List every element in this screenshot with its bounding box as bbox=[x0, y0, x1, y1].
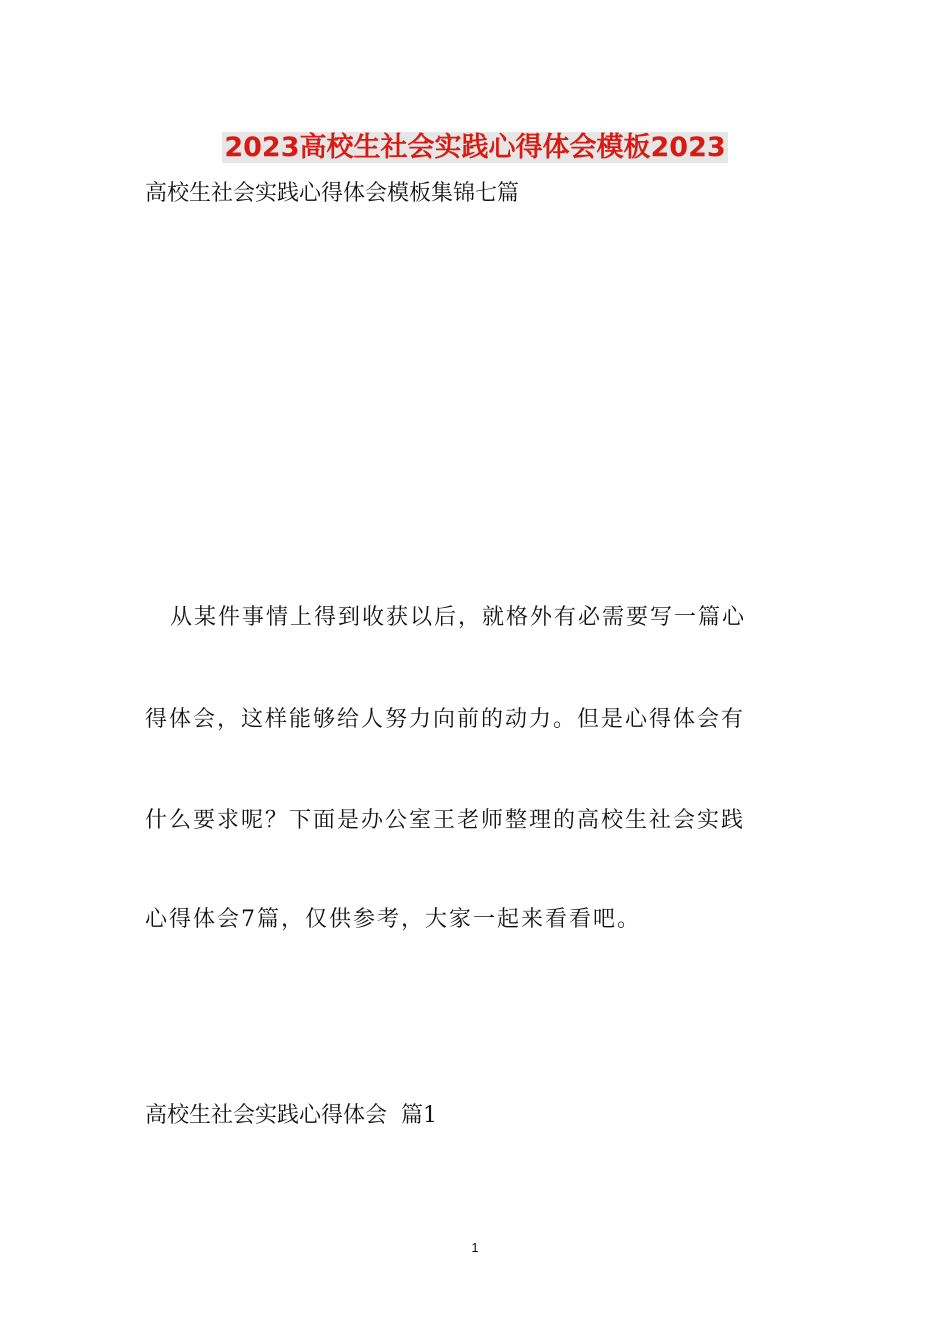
document-title bbox=[0, 128, 950, 168]
section-heading-1: 高校生社会实践心得体会 篇1 bbox=[145, 1103, 437, 1128]
intro-line-2: 得体会，这样能够给人努力向前的动力。但是心得体会有 bbox=[145, 707, 746, 732]
document-subtitle: 高校生社会实践心得体会模板集锦七篇 bbox=[145, 181, 520, 206]
intro-line-1: 从某件事情上得到收获以后，就格外有必需要写一篇心 bbox=[170, 605, 747, 630]
document-title-text: 2023高校生社会实践心得体会模板2023 bbox=[224, 132, 726, 163]
intro-line-4: 心得体会7篇，仅供参考，大家一起来看看吧。 bbox=[145, 907, 641, 932]
intro-line-3: 什么要求呢？下面是办公室王老师整理的高校生社会实践 bbox=[145, 808, 746, 833]
page-number: 1 bbox=[471, 1240, 479, 1255]
